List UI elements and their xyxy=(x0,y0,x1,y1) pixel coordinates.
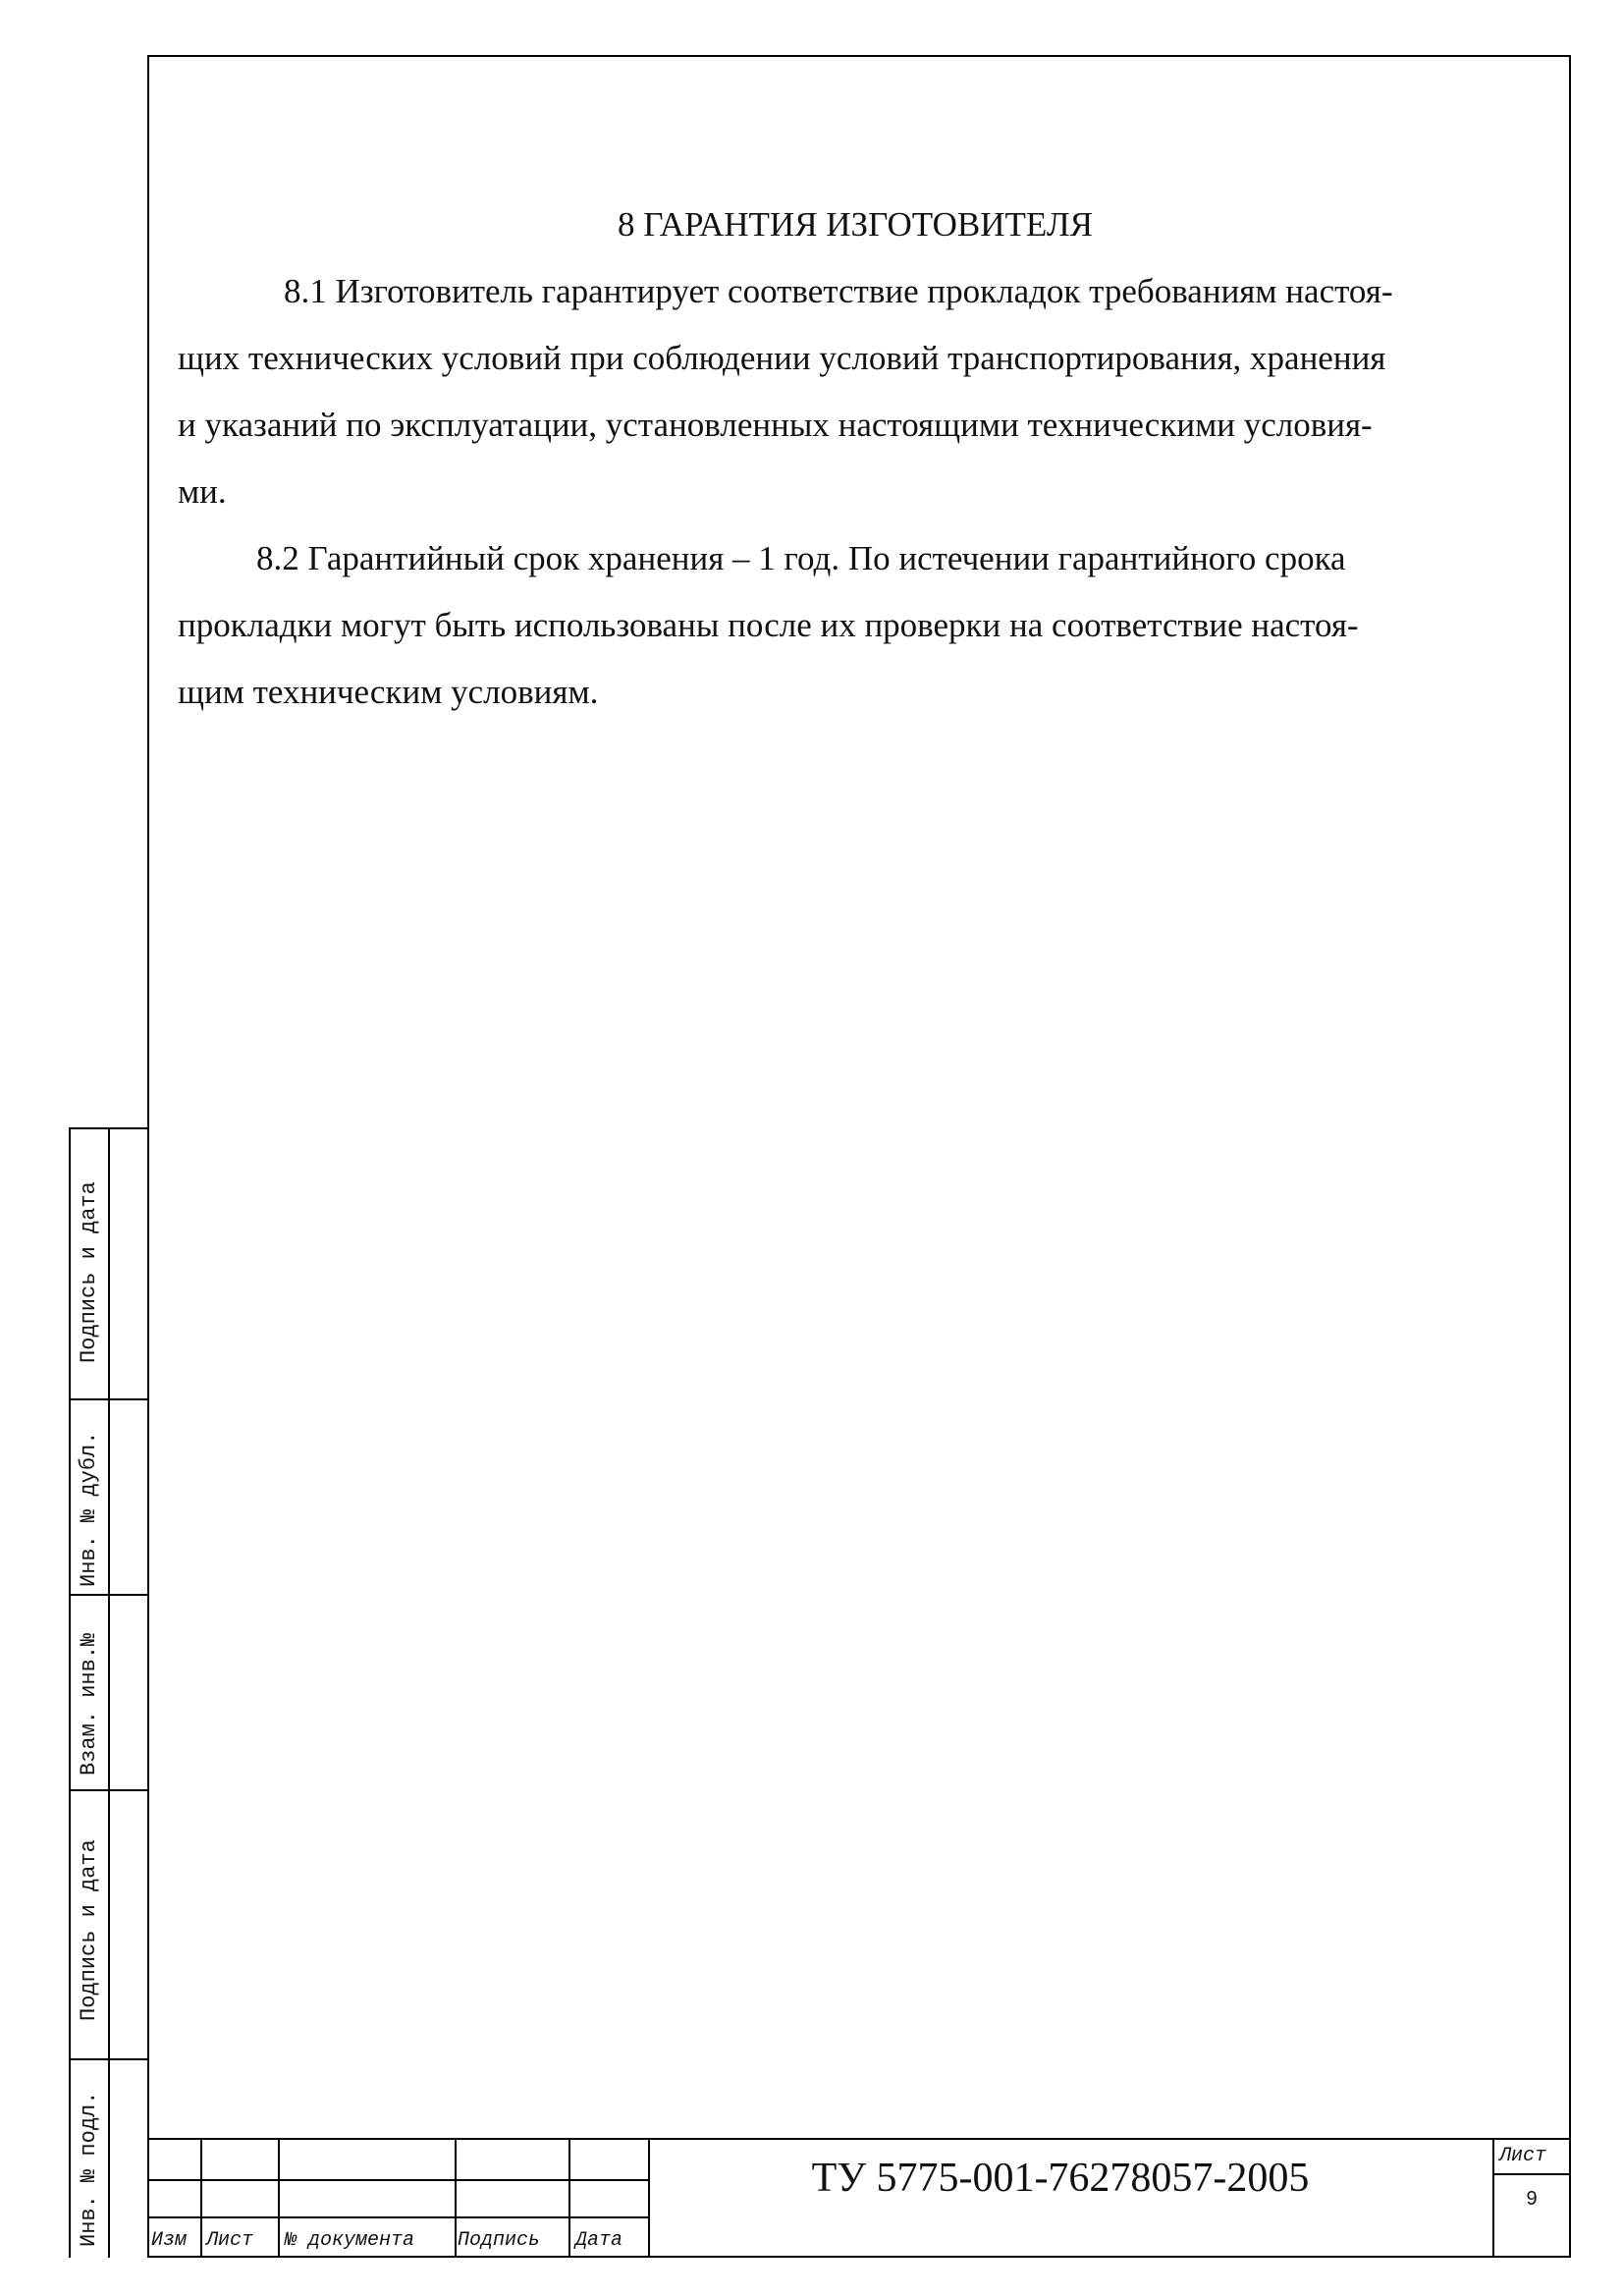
column-label-sheet: Лист xyxy=(206,2229,254,2252)
sidebar-label-signature-date-2: Подпись и дата xyxy=(77,1839,101,2021)
column-label-signature: Подпись xyxy=(458,2229,541,2252)
column-label-date: Дата xyxy=(575,2229,623,2252)
section-heading: 8 ГАРАНТИЯ ИЗГОТОВИТЕЛЯ xyxy=(618,205,1093,244)
document-code: ТУ 5775-001-76278057-2005 xyxy=(811,2156,1310,2201)
sheet-label: Лист xyxy=(1499,2145,1547,2167)
paragraph-1-line-1: 8.1 Изготовитель гарантирует соответствие прокладок требованиям настоя- xyxy=(284,272,1393,310)
column-label-change: Изм xyxy=(151,2229,188,2252)
paragraph-2-line-2: прокладки могут быть использованы после их проверки на соответствие настоя- xyxy=(178,606,1359,644)
paragraph-1-line-3: и указаний по эксплуатации, установленных настоящими техническими условия- xyxy=(178,406,1373,444)
column-label-document-number: № документа xyxy=(285,2229,415,2252)
sidebar-stamp xyxy=(69,1127,147,2258)
sheet-number: 9 xyxy=(1526,2188,1538,2210)
paragraph-2-line-1: 8.2 Гарантийный срок хранения – 1 год. По истечении гарантийного срока xyxy=(256,539,1346,577)
sidebar-label-inv-dup: Инв. № дубл. xyxy=(77,1431,101,1587)
sidebar-label-inv-original: Инв. № подл. xyxy=(77,2091,101,2247)
sidebar-label-replace-inv: Взам. инв.№ xyxy=(77,1632,101,1776)
paragraph-1-line-2: щих технических условий при соблюдении условий транспортирования, хранения xyxy=(178,339,1386,377)
paragraph-2-line-3: щим техническим условиям. xyxy=(178,673,599,711)
paragraph-1-line-4: ми. xyxy=(178,472,227,511)
sidebar-label-signature-date-1: Подпись и дата xyxy=(77,1181,101,1363)
